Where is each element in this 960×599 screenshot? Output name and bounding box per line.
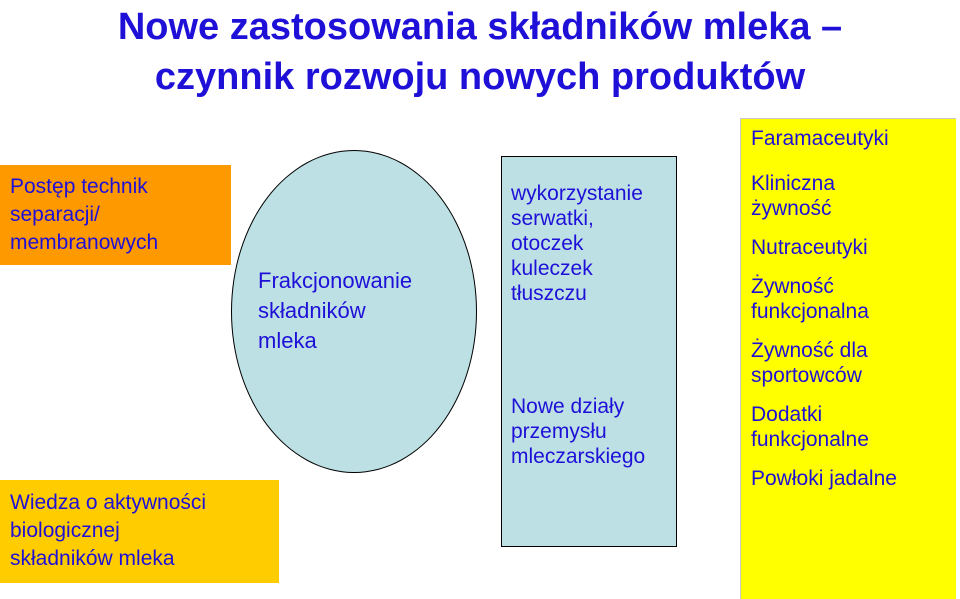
dairy-line-3: mleczarskiego (511, 445, 646, 468)
list-item (751, 274, 897, 324)
biological-activity-box (0, 480, 279, 583)
fractionation-line-2: składników (258, 298, 366, 323)
whey-line-3: otoczek (511, 232, 584, 255)
page-title (0, 2, 960, 102)
separation-techniques-box (0, 165, 231, 265)
functional-food-line-2: funkcjonalna (751, 300, 869, 323)
separation-line-3: membranowych (10, 231, 159, 254)
functional-additives-line-1: Dodatki (751, 403, 823, 426)
new-dairy-sectors-text (511, 394, 645, 469)
clinical-food-line-2: żywność (751, 197, 832, 220)
edible-coatings-line: Powłoki jadalne (751, 467, 897, 490)
biological-line-2: biologicznej (10, 519, 120, 542)
list-item (751, 466, 897, 491)
fractionation-label (258, 266, 412, 356)
page-title-line-2: czynnik rozwoju nowych produktów (154, 56, 806, 98)
nutraceuticals-line: Nutraceutyki (751, 236, 868, 259)
list-item (751, 171, 897, 221)
whey-usage-text (511, 181, 643, 306)
fractionation-line-1: Frakcjonowanie (258, 268, 413, 293)
whey-line-2: serwatki, (511, 207, 594, 230)
list-item (751, 338, 897, 388)
page-title-line-1: Nowe zastosowania składników mleka – (117, 6, 843, 48)
products-list (751, 171, 897, 491)
dairy-line-2: przemysłu (511, 420, 607, 443)
sports-food-line-1: Żywność dla (751, 339, 868, 362)
whey-line-5: tłuszczu (511, 282, 587, 305)
functional-food-line-1: Żywność (751, 275, 834, 298)
list-item (751, 402, 897, 452)
fractionation-line-3: mleka (258, 328, 317, 353)
separation-line-2: separacji/ (10, 203, 100, 226)
dairy-line-1: Nowe działy (511, 395, 625, 418)
whey-line-1: wykorzystanie (511, 182, 643, 205)
biological-line-1: Wiedza o aktywności (10, 491, 207, 514)
separation-line-1: Postęp technik (10, 175, 148, 198)
products-panel-title: Faramaceutyki (751, 127, 889, 150)
sports-food-line-2: sportowców (751, 364, 862, 387)
list-item (751, 235, 897, 260)
biological-line-3: składników mleka (10, 547, 175, 570)
functional-additives-line-2: funkcjonalne (751, 428, 869, 451)
whey-line-4: kuleczek (511, 257, 593, 280)
clinical-food-line-1: Kliniczna (751, 172, 836, 195)
